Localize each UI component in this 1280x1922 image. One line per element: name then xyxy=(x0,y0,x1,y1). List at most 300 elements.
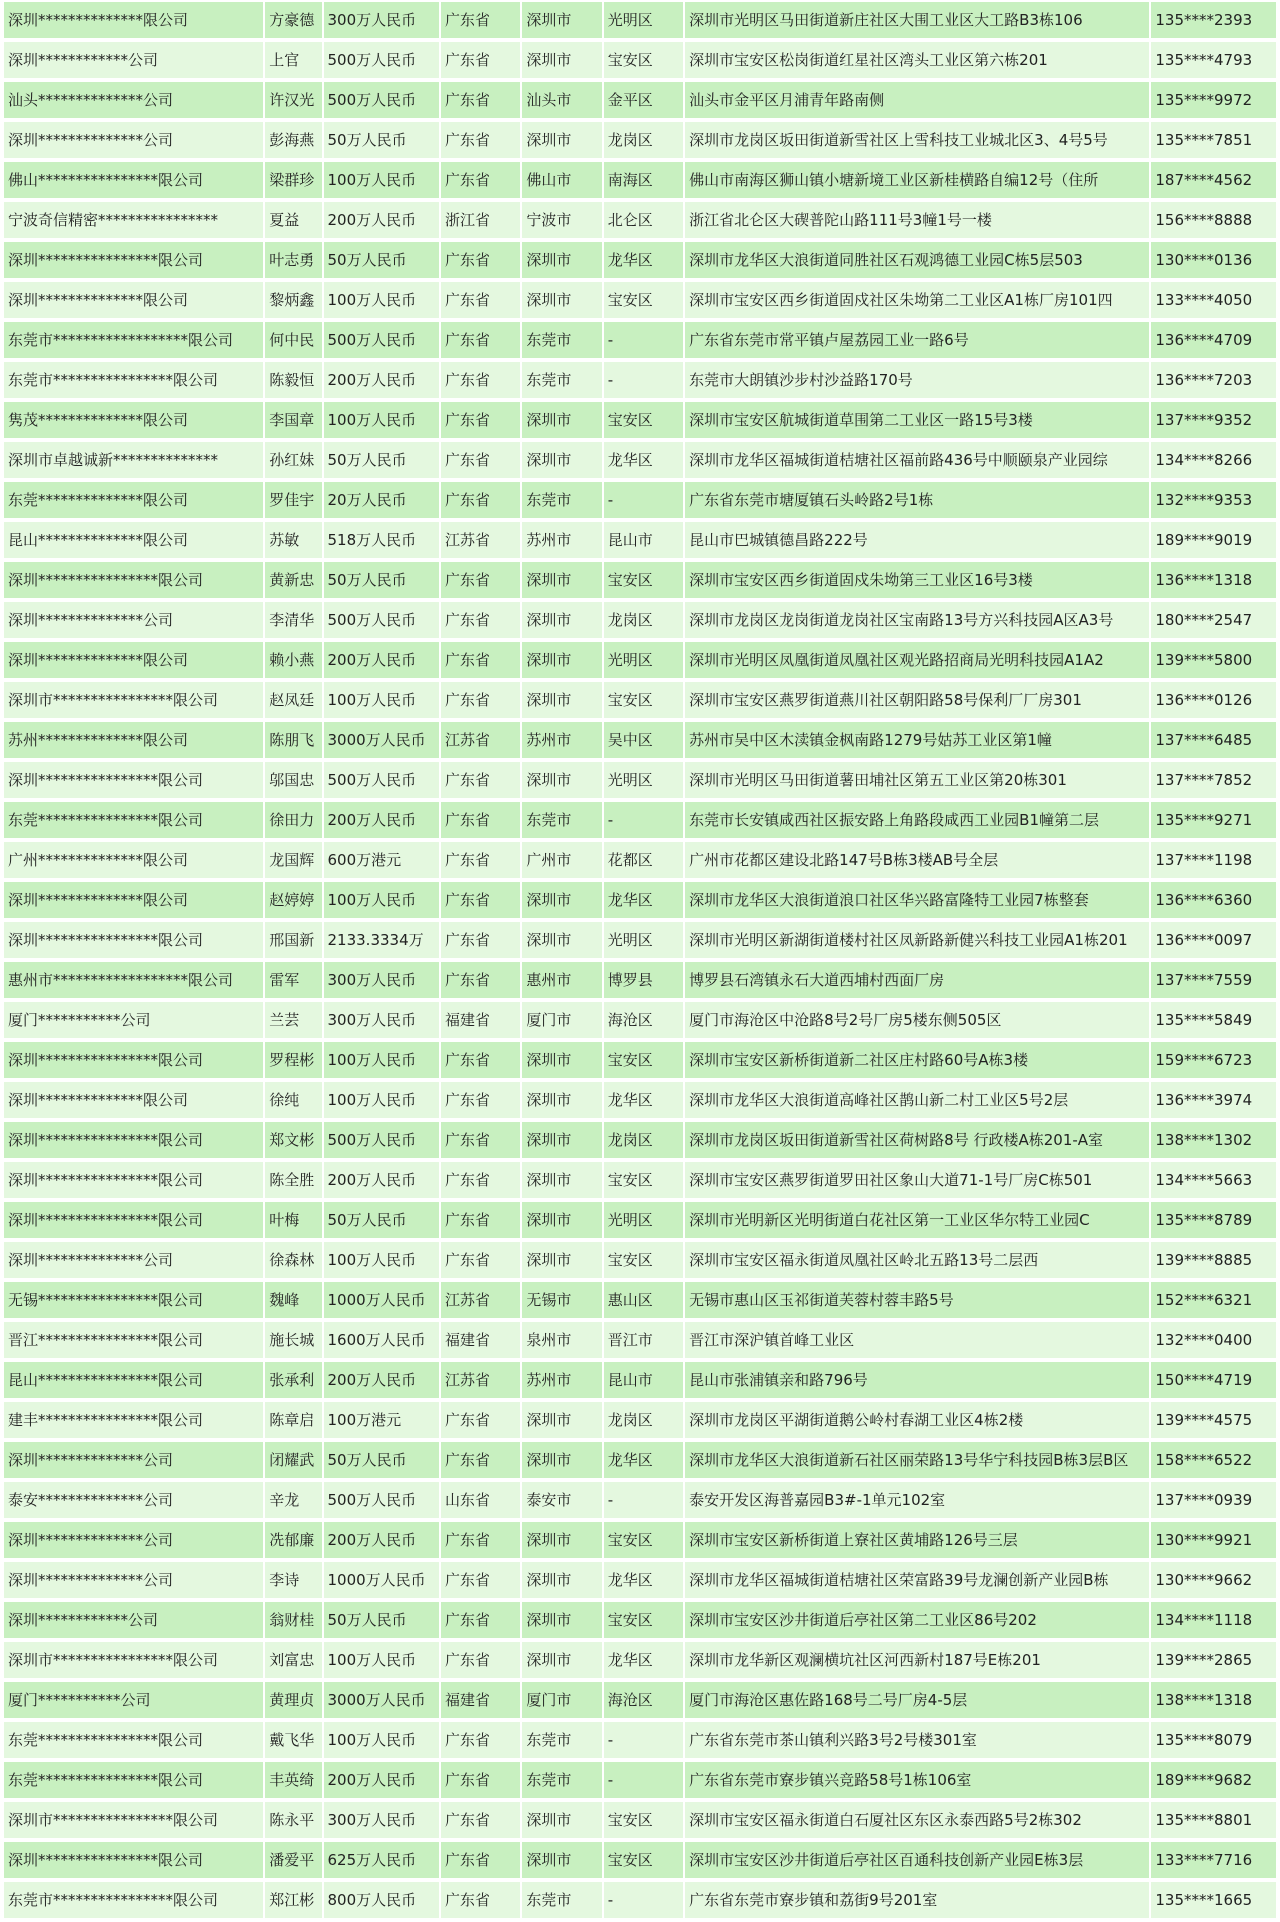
city-cell: 深圳市 xyxy=(522,442,601,478)
table-row xyxy=(4,882,1276,918)
phone-cell: 137****1198 xyxy=(1151,842,1276,878)
province-cell: 广东省 xyxy=(441,1162,520,1198)
province-cell: 广东省 xyxy=(441,1842,520,1878)
address-cell: 东莞市长安镇咸西社区振安路上角路段咸西工业园B1幢第二层 xyxy=(685,802,1149,838)
legal-person-cell: 冼郁廉 xyxy=(265,1522,321,1558)
company-name-cell: 东莞****************限公司 xyxy=(4,802,263,838)
company-table xyxy=(2,0,1278,1922)
table-row xyxy=(4,1762,1276,1798)
phone-cell: 130****9662 xyxy=(1151,1562,1276,1598)
address-cell: 浙江省北仑区大碶普陀山路111号3幢1号一楼 xyxy=(685,202,1149,238)
table-row xyxy=(4,1282,1276,1318)
province-cell: 江苏省 xyxy=(441,722,520,758)
city-cell: 深圳市 xyxy=(522,922,601,958)
address-cell: 广东省东莞市塘厦镇石头岭路2号1栋 xyxy=(685,482,1149,518)
district-cell: 龙华区 xyxy=(604,1642,683,1678)
phone-cell: 152****6321 xyxy=(1151,1282,1276,1318)
city-cell: 深圳市 xyxy=(522,1202,601,1238)
province-cell: 广东省 xyxy=(441,1122,520,1158)
address-cell: 深圳市龙华区大浪街道新石社区丽荣路13号华宁科技园B栋3层B区 xyxy=(685,1442,1149,1478)
province-cell: 广东省 xyxy=(441,402,520,438)
table-row xyxy=(4,562,1276,598)
address-cell: 晋江市深沪镇首峰工业区 xyxy=(685,1322,1149,1358)
registered-capital-cell: 100万人民币 xyxy=(324,282,440,318)
table-row xyxy=(4,522,1276,558)
district-cell: 晋江市 xyxy=(604,1322,683,1358)
registered-capital-cell: 3000万人民币 xyxy=(324,1682,440,1718)
table-row xyxy=(4,1722,1276,1758)
legal-person-cell: 邬国忠 xyxy=(265,762,321,798)
legal-person-cell: 夏益 xyxy=(265,202,321,238)
legal-person-cell: 李清华 xyxy=(265,602,321,638)
company-name-cell: 深圳**************公司 xyxy=(4,122,263,158)
company-name-cell: 昆山**************限公司 xyxy=(4,522,263,558)
phone-cell: 136****7203 xyxy=(1151,362,1276,398)
province-cell: 广东省 xyxy=(441,442,520,478)
registered-capital-cell: 50万人民币 xyxy=(324,1602,440,1638)
city-cell: 惠州市 xyxy=(522,962,601,998)
province-cell: 广东省 xyxy=(441,1082,520,1118)
phone-cell: 180****2547 xyxy=(1151,602,1276,638)
address-cell: 深圳市宝安区福永街道凤凰社区岭北五路13号二层西 xyxy=(685,1242,1149,1278)
address-cell: 深圳市宝安区西乡街道固戍社区朱坳第二工业区A1栋厂房101四 xyxy=(685,282,1149,318)
legal-person-cell: 魏峰 xyxy=(265,1282,321,1318)
legal-person-cell: 施长城 xyxy=(265,1322,321,1358)
address-cell: 深圳市龙华新区观澜横坑社区河西新村187号E栋201 xyxy=(685,1642,1149,1678)
province-cell: 广东省 xyxy=(441,802,520,838)
province-cell: 广东省 xyxy=(441,1562,520,1598)
table-body xyxy=(4,2,1276,1918)
legal-person-cell: 梁群珍 xyxy=(265,162,321,198)
registered-capital-cell: 200万人民币 xyxy=(324,362,440,398)
province-cell: 广东省 xyxy=(441,762,520,798)
phone-cell: 139****5800 xyxy=(1151,642,1276,678)
legal-person-cell: 许汉光 xyxy=(265,82,321,118)
province-cell: 广东省 xyxy=(441,122,520,158)
legal-person-cell: 叶梅 xyxy=(265,1202,321,1238)
company-name-cell: 深圳**************限公司 xyxy=(4,1082,263,1118)
company-name-cell: 深圳市****************限公司 xyxy=(4,682,263,718)
phone-cell: 137****9352 xyxy=(1151,402,1276,438)
province-cell: 广东省 xyxy=(441,682,520,718)
district-cell: 光明区 xyxy=(604,762,683,798)
legal-person-cell: 张承利 xyxy=(265,1362,321,1398)
phone-cell: 135****9271 xyxy=(1151,802,1276,838)
table-row xyxy=(4,722,1276,758)
legal-person-cell: 罗佳宇 xyxy=(265,482,321,518)
city-cell: 广州市 xyxy=(522,842,601,878)
province-cell: 浙江省 xyxy=(441,202,520,238)
address-cell: 深圳市光明区凤凰街道凤凰社区观光路招商局光明科技园A1A2 xyxy=(685,642,1149,678)
city-cell: 东莞市 xyxy=(522,1762,601,1798)
city-cell: 深圳市 xyxy=(522,1602,601,1638)
city-cell: 深圳市 xyxy=(522,642,601,678)
legal-person-cell: 陈毅恒 xyxy=(265,362,321,398)
city-cell: 深圳市 xyxy=(522,1642,601,1678)
city-cell: 厦门市 xyxy=(522,1682,601,1718)
phone-cell: 135****8801 xyxy=(1151,1802,1276,1838)
province-cell: 广东省 xyxy=(441,1642,520,1678)
registered-capital-cell: 3000万人民币 xyxy=(324,722,440,758)
district-cell: 龙岗区 xyxy=(604,602,683,638)
table-row xyxy=(4,1242,1276,1278)
table-row xyxy=(4,1002,1276,1038)
address-cell: 广州市花都区建设北路147号B栋3楼AB号全层 xyxy=(685,842,1149,878)
table-row xyxy=(4,922,1276,958)
company-name-cell: 深圳**************限公司 xyxy=(4,642,263,678)
registered-capital-cell: 100万人民币 xyxy=(324,1082,440,1118)
phone-cell: 136****4709 xyxy=(1151,322,1276,358)
registered-capital-cell: 500万人民币 xyxy=(324,322,440,358)
registered-capital-cell: 100万人民币 xyxy=(324,402,440,438)
legal-person-cell: 丰英绮 xyxy=(265,1762,321,1798)
address-cell: 无锡市惠山区玉祁街道芙蓉村蓉丰路5号 xyxy=(685,1282,1149,1318)
city-cell: 泰安市 xyxy=(522,1482,601,1518)
city-cell: 东莞市 xyxy=(522,322,601,358)
legal-person-cell: 徐田力 xyxy=(265,802,321,838)
address-cell: 博罗县石湾镇永石大道西埔村西面厂房 xyxy=(685,962,1149,998)
company-name-cell: 无锡****************限公司 xyxy=(4,1282,263,1318)
legal-person-cell: 徐森林 xyxy=(265,1242,321,1278)
company-name-cell: 深圳****************限公司 xyxy=(4,1042,263,1078)
address-cell: 汕头市金平区月浦青年路南侧 xyxy=(685,82,1149,118)
company-name-cell: 深圳市****************限公司 xyxy=(4,1642,263,1678)
address-cell: 厦门市海沧区中沧路8号2号厂房5楼东侧505区 xyxy=(685,1002,1149,1038)
registered-capital-cell: 100万人民币 xyxy=(324,882,440,918)
company-name-cell: 汕头**************公司 xyxy=(4,82,263,118)
registered-capital-cell: 50万人民币 xyxy=(324,1442,440,1478)
table-row xyxy=(4,1522,1276,1558)
district-cell: 博罗县 xyxy=(604,962,683,998)
city-cell: 深圳市 xyxy=(522,282,601,318)
registered-capital-cell: 50万人民币 xyxy=(324,442,440,478)
table-row xyxy=(4,1562,1276,1598)
address-cell: 广东省东莞市寮步镇兴竞路58号1栋106室 xyxy=(685,1762,1149,1798)
company-name-cell: 深圳市卓越诚新************** xyxy=(4,442,263,478)
province-cell: 广东省 xyxy=(441,1522,520,1558)
address-cell: 佛山市南海区狮山镇小塘新境工业区新桂横路自编12号（住所 xyxy=(685,162,1149,198)
registered-capital-cell: 800万人民币 xyxy=(324,1882,440,1918)
address-cell: 深圳市光明区马田街道薯田埔社区第五工业区第20栋301 xyxy=(685,762,1149,798)
table-row xyxy=(4,82,1276,118)
registered-capital-cell: 200万人民币 xyxy=(324,642,440,678)
legal-person-cell: 雷军 xyxy=(265,962,321,998)
district-cell: 龙岗区 xyxy=(604,122,683,158)
registered-capital-cell: 600万港元 xyxy=(324,842,440,878)
province-cell: 江苏省 xyxy=(441,1362,520,1398)
city-cell: 东莞市 xyxy=(522,802,601,838)
legal-person-cell: 郑江彬 xyxy=(265,1882,321,1918)
address-cell: 深圳市龙华区福城街道桔塘社区荣富路39号龙澜创新产业园B栋 xyxy=(685,1562,1149,1598)
company-name-cell: 深圳****************限公司 xyxy=(4,242,263,278)
table-row xyxy=(4,682,1276,718)
table-row xyxy=(4,1442,1276,1478)
city-cell: 深圳市 xyxy=(522,1162,601,1198)
registered-capital-cell: 500万人民币 xyxy=(324,82,440,118)
city-cell: 泉州市 xyxy=(522,1322,601,1358)
address-cell: 厦门市海沧区惠佐路168号二号厂房4-5层 xyxy=(685,1682,1149,1718)
city-cell: 深圳市 xyxy=(522,1402,601,1438)
province-cell: 广东省 xyxy=(441,1042,520,1078)
city-cell: 深圳市 xyxy=(522,762,601,798)
district-cell: 光明区 xyxy=(604,642,683,678)
legal-person-cell: 方豪德 xyxy=(265,2,321,38)
legal-person-cell: 上官 xyxy=(265,42,321,78)
registered-capital-cell: 50万人民币 xyxy=(324,242,440,278)
city-cell: 深圳市 xyxy=(522,1042,601,1078)
company-name-cell: 深圳****************限公司 xyxy=(4,762,263,798)
province-cell: 广东省 xyxy=(441,922,520,958)
province-cell: 广东省 xyxy=(441,1442,520,1478)
legal-person-cell: 龙国辉 xyxy=(265,842,321,878)
table-row xyxy=(4,1162,1276,1198)
address-cell: 广东省东莞市茶山镇利兴路3号2号楼301室 xyxy=(685,1722,1149,1758)
province-cell: 广东省 xyxy=(441,1762,520,1798)
phone-cell: 135****5849 xyxy=(1151,1002,1276,1038)
company-name-cell: 昆山****************限公司 xyxy=(4,1362,263,1398)
phone-cell: 136****0126 xyxy=(1151,682,1276,718)
address-cell: 昆山市张浦镇亲和路796号 xyxy=(685,1362,1149,1398)
company-name-cell: 泰安**************公司 xyxy=(4,1482,263,1518)
province-cell: 广东省 xyxy=(441,482,520,518)
district-cell: 龙华区 xyxy=(604,242,683,278)
table-row xyxy=(4,1122,1276,1158)
city-cell: 厦门市 xyxy=(522,1002,601,1038)
phone-cell: 137****7852 xyxy=(1151,762,1276,798)
province-cell: 广东省 xyxy=(441,1402,520,1438)
table-row xyxy=(4,42,1276,78)
legal-person-cell: 何中民 xyxy=(265,322,321,358)
district-cell: 宝安区 xyxy=(604,42,683,78)
company-name-cell: 深圳****************限公司 xyxy=(4,1122,263,1158)
legal-person-cell: 邢国新 xyxy=(265,922,321,958)
company-name-cell: 深圳************公司 xyxy=(4,42,263,78)
company-name-cell: 东莞市****************限公司 xyxy=(4,1882,263,1918)
registered-capital-cell: 1000万人民币 xyxy=(324,1282,440,1318)
company-name-cell: 惠州市******************限公司 xyxy=(4,962,263,998)
phone-cell: 158****6522 xyxy=(1151,1442,1276,1478)
legal-person-cell: 陈章启 xyxy=(265,1402,321,1438)
registered-capital-cell: 200万人民币 xyxy=(324,1362,440,1398)
legal-person-cell: 兰芸 xyxy=(265,1002,321,1038)
registered-capital-cell: 500万人民币 xyxy=(324,1482,440,1518)
registered-capital-cell: 200万人民币 xyxy=(324,1162,440,1198)
legal-person-cell: 陈全胜 xyxy=(265,1162,321,1198)
table-row xyxy=(4,122,1276,158)
legal-person-cell: 彭海燕 xyxy=(265,122,321,158)
city-cell: 深圳市 xyxy=(522,1082,601,1118)
phone-cell: 135****7851 xyxy=(1151,122,1276,158)
address-cell: 深圳市龙岗区坂田街道新雪社区上雪科技工业城北区3、4号5号 xyxy=(685,122,1149,158)
district-cell: 龙华区 xyxy=(604,1082,683,1118)
city-cell: 深圳市 xyxy=(522,1522,601,1558)
address-cell: 深圳市宝安区福永街道白石厦社区东区永泰西路5号2栋302 xyxy=(685,1802,1149,1838)
province-cell: 江苏省 xyxy=(441,522,520,558)
table-row xyxy=(4,362,1276,398)
phone-cell: 135****8079 xyxy=(1151,1722,1276,1758)
legal-person-cell: 刘富忠 xyxy=(265,1642,321,1678)
province-cell: 广东省 xyxy=(441,1722,520,1758)
legal-person-cell: 徐纯 xyxy=(265,1082,321,1118)
district-cell: 光明区 xyxy=(604,2,683,38)
city-cell: 苏州市 xyxy=(522,1362,601,1398)
company-name-cell: 深圳************公司 xyxy=(4,1602,263,1638)
registered-capital-cell: 50万人民币 xyxy=(324,1202,440,1238)
address-cell: 深圳市龙华区福城街道桔塘社区福前路436号中顺颐泉产业园综 xyxy=(685,442,1149,478)
city-cell: 深圳市 xyxy=(522,122,601,158)
city-cell: 东莞市 xyxy=(522,482,601,518)
table-row xyxy=(4,1042,1276,1078)
registered-capital-cell: 50万人民币 xyxy=(324,562,440,598)
legal-person-cell: 闭耀武 xyxy=(265,1442,321,1478)
company-name-cell: 深圳**************公司 xyxy=(4,1562,263,1598)
table-row xyxy=(4,1202,1276,1238)
province-cell: 广东省 xyxy=(441,82,520,118)
district-cell: 惠山区 xyxy=(604,1282,683,1318)
province-cell: 广东省 xyxy=(441,42,520,78)
city-cell: 深圳市 xyxy=(522,1442,601,1478)
city-cell: 深圳市 xyxy=(522,1122,601,1158)
table-row xyxy=(4,162,1276,198)
table-row xyxy=(4,762,1276,798)
address-cell: 深圳市宝安区松岗街道红星社区湾头工业区第六栋201 xyxy=(685,42,1149,78)
province-cell: 江苏省 xyxy=(441,1282,520,1318)
company-name-cell: 宁波奇信精密**************** xyxy=(4,202,263,238)
city-cell: 深圳市 xyxy=(522,1242,601,1278)
registered-capital-cell: 100万人民币 xyxy=(324,682,440,718)
company-name-cell: 深圳**************限公司 xyxy=(4,2,263,38)
registered-capital-cell: 300万人民币 xyxy=(324,962,440,998)
address-cell: 东莞市大朗镇沙步村沙益路170号 xyxy=(685,362,1149,398)
address-cell: 深圳市龙华区大浪街道浪口社区华兴路富隆特工业园7栋整套 xyxy=(685,882,1149,918)
district-cell: - xyxy=(604,322,683,358)
company-name-cell: 东莞市******************限公司 xyxy=(4,322,263,358)
registered-capital-cell: 500万人民币 xyxy=(324,42,440,78)
registered-capital-cell: 100万港元 xyxy=(324,1402,440,1438)
district-cell: 金平区 xyxy=(604,82,683,118)
province-cell: 广东省 xyxy=(441,1202,520,1238)
city-cell: 深圳市 xyxy=(522,1802,601,1838)
phone-cell: 138****1302 xyxy=(1151,1122,1276,1158)
company-name-cell: 深圳**************限公司 xyxy=(4,282,263,318)
phone-cell: 139****2865 xyxy=(1151,1642,1276,1678)
legal-person-cell: 苏敏 xyxy=(265,522,321,558)
district-cell: 宝安区 xyxy=(604,1842,683,1878)
phone-cell: 133****7716 xyxy=(1151,1842,1276,1878)
phone-cell: 134****1118 xyxy=(1151,1602,1276,1638)
city-cell: 汕头市 xyxy=(522,82,601,118)
company-name-cell: 厦门***********公司 xyxy=(4,1682,263,1718)
district-cell: 宝安区 xyxy=(604,1242,683,1278)
province-cell: 广东省 xyxy=(441,562,520,598)
legal-person-cell: 罗程彬 xyxy=(265,1042,321,1078)
district-cell: 花都区 xyxy=(604,842,683,878)
city-cell: 宁波市 xyxy=(522,202,601,238)
registered-capital-cell: 100万人民币 xyxy=(324,162,440,198)
phone-cell: 130****0136 xyxy=(1151,242,1276,278)
registered-capital-cell: 100万人民币 xyxy=(324,1722,440,1758)
district-cell: 宝安区 xyxy=(604,402,683,438)
registered-capital-cell: 1600万人民币 xyxy=(324,1322,440,1358)
registered-capital-cell: 300万人民币 xyxy=(324,2,440,38)
city-cell: 东莞市 xyxy=(522,1882,601,1918)
registered-capital-cell: 100万人民币 xyxy=(324,1642,440,1678)
province-cell: 福建省 xyxy=(441,1322,520,1358)
address-cell: 深圳市宝安区燕罗街道罗田社区象山大道71-1号厂房C栋501 xyxy=(685,1162,1149,1198)
legal-person-cell: 戴飞华 xyxy=(265,1722,321,1758)
province-cell: 广东省 xyxy=(441,1802,520,1838)
legal-person-cell: 陈朋飞 xyxy=(265,722,321,758)
district-cell: 光明区 xyxy=(604,1202,683,1238)
company-name-cell: 东莞**************限公司 xyxy=(4,482,263,518)
district-cell: 龙岗区 xyxy=(604,1402,683,1438)
district-cell: 宝安区 xyxy=(604,1042,683,1078)
address-cell: 深圳市龙岗区坂田街道新雪社区荷树路8号 行政楼A栋201-A室 xyxy=(685,1122,1149,1158)
province-cell: 福建省 xyxy=(441,1682,520,1718)
company-name-cell: 东莞****************限公司 xyxy=(4,1722,263,1758)
phone-cell: 189****9682 xyxy=(1151,1762,1276,1798)
registered-capital-cell: 50万人民币 xyxy=(324,122,440,158)
legal-person-cell: 辛龙 xyxy=(265,1482,321,1518)
province-cell: 广东省 xyxy=(441,1602,520,1638)
phone-cell: 138****1318 xyxy=(1151,1682,1276,1718)
registered-capital-cell: 500万人民币 xyxy=(324,1122,440,1158)
legal-person-cell: 陈永平 xyxy=(265,1802,321,1838)
phone-cell: 130****9921 xyxy=(1151,1522,1276,1558)
legal-person-cell: 黎炳鑫 xyxy=(265,282,321,318)
registered-capital-cell: 100万人民币 xyxy=(324,1042,440,1078)
table-row xyxy=(4,1642,1276,1678)
company-name-cell: 广州**************限公司 xyxy=(4,842,263,878)
district-cell: - xyxy=(604,482,683,518)
phone-cell: 139****8885 xyxy=(1151,1242,1276,1278)
company-table-container xyxy=(4,0,1276,1922)
province-cell: 山东省 xyxy=(441,1482,520,1518)
district-cell: 吴中区 xyxy=(604,722,683,758)
registered-capital-cell: 300万人民币 xyxy=(324,1002,440,1038)
province-cell: 广东省 xyxy=(441,962,520,998)
registered-capital-cell: 200万人民币 xyxy=(324,802,440,838)
district-cell: 龙华区 xyxy=(604,442,683,478)
district-cell: 宝安区 xyxy=(604,562,683,598)
district-cell: 宝安区 xyxy=(604,1522,683,1558)
company-name-cell: 深圳****************限公司 xyxy=(4,1162,263,1198)
district-cell: 宝安区 xyxy=(604,682,683,718)
phone-cell: 159****6723 xyxy=(1151,1042,1276,1078)
legal-person-cell: 李国章 xyxy=(265,402,321,438)
address-cell: 深圳市光明新区光明街道白花社区第一工业区华尔特工业园C xyxy=(685,1202,1149,1238)
table-row xyxy=(4,1882,1276,1918)
city-cell: 深圳市 xyxy=(522,2,601,38)
table-row xyxy=(4,202,1276,238)
registered-capital-cell: 200万人民币 xyxy=(324,202,440,238)
registered-capital-cell: 500万人民币 xyxy=(324,762,440,798)
registered-capital-cell: 200万人民币 xyxy=(324,1522,440,1558)
legal-person-cell: 潘爱平 xyxy=(265,1842,321,1878)
legal-person-cell: 黄新忠 xyxy=(265,562,321,598)
company-name-cell: 深圳****************限公司 xyxy=(4,562,263,598)
phone-cell: 134****8266 xyxy=(1151,442,1276,478)
city-cell: 东莞市 xyxy=(522,1722,601,1758)
city-cell: 苏州市 xyxy=(522,722,601,758)
registered-capital-cell: 20万人民币 xyxy=(324,482,440,518)
city-cell: 深圳市 xyxy=(522,1562,601,1598)
city-cell: 深圳市 xyxy=(522,42,601,78)
address-cell: 泰安开发区海普嘉园B3#-1单元102室 xyxy=(685,1482,1149,1518)
legal-person-cell: 孙红妹 xyxy=(265,442,321,478)
table-row xyxy=(4,442,1276,478)
district-cell: - xyxy=(604,1722,683,1758)
